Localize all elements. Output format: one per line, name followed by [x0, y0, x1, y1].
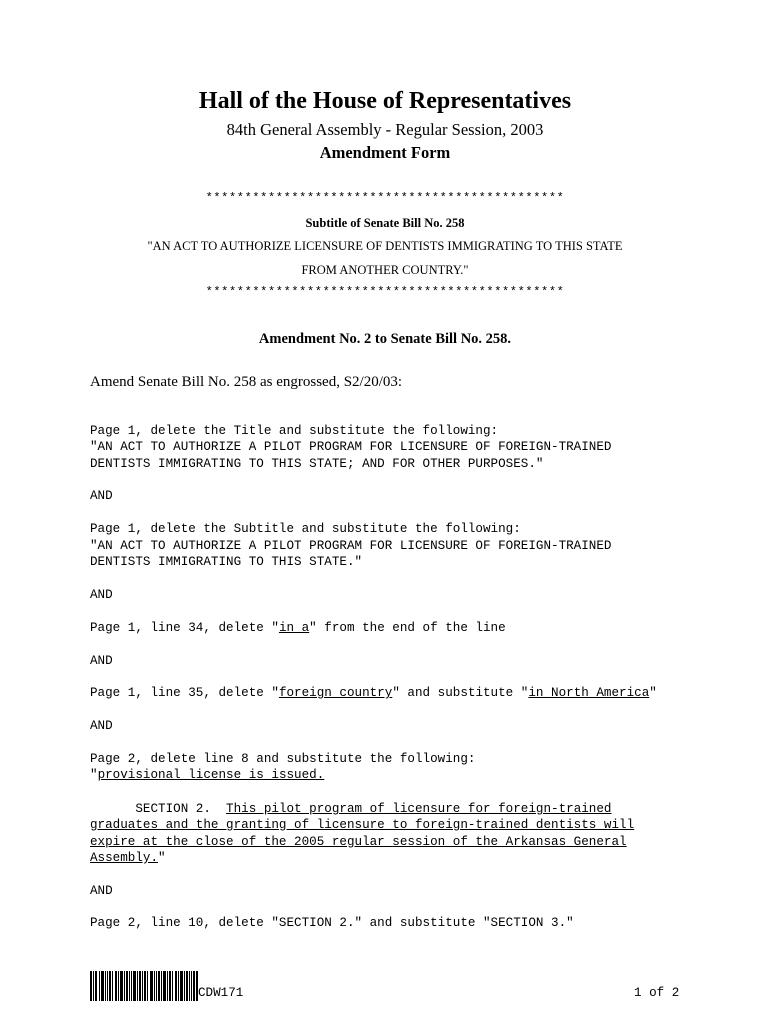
form-code: CDW171 — [198, 986, 244, 1000]
deleted-text-in-a: in a — [278, 621, 310, 635]
and-separator-3: AND — [90, 654, 113, 668]
barcode-image — [90, 971, 198, 1001]
document-title: Hall of the House of Representatives — [198, 88, 572, 114]
instruction-1-line-3: DENTISTS IMMIGRATING TO THIS STATE; AND FOR OTHER PURPOSES." — [90, 457, 544, 471]
subtitle-text-line-2: FROM ANOTHER COUNTRY." — [301, 263, 469, 277]
quote-mark: " — [90, 768, 98, 782]
deleted-text-foreign-country: foreign country — [278, 686, 393, 700]
instruction-2-line-3: DENTISTS IMMIGRATING TO THIS STATE." — [90, 555, 363, 569]
instruction-5-line-6 — [90, 851, 166, 865]
subtitle-label: Subtitle of Senate Bill No. 258 — [305, 216, 465, 230]
instruction-5-line-3 — [90, 802, 611, 816]
inserted-text-section-2-d: Assembly. — [90, 851, 159, 865]
amendment-intro: Amend Senate Bill No. 258 as engrossed, S2/20/03: — [90, 374, 403, 390]
form-type: Amendment Form — [319, 143, 451, 162]
and-separator-2: AND — [90, 588, 113, 602]
amendment-heading: Amendment No. 2 to Senate Bill No. 258. — [258, 331, 512, 347]
instruction-4-text-a: Page 1, line 35, delete " — [90, 686, 279, 700]
instruction-5-line-1: Page 2, delete line 8 and substitute the following: — [90, 752, 476, 766]
instruction-3-text-b: " from the end of the line — [309, 621, 506, 635]
asterisk-divider-top: ********************************************** — [205, 191, 565, 205]
instruction-2-line-2: "AN ACT TO AUTHORIZE A PILOT PROGRAM FOR LICENSURE OF FOREIGN-TRAINED — [90, 539, 612, 553]
inserted-text-section-2-b: graduates and the granting of licensure to foreign-trained dentists will — [90, 818, 635, 832]
inserted-text-section-2-a: This pilot program of licensure for foreign-trained — [226, 802, 612, 816]
subtitle-text-line-1: "AN ACT TO AUTHORIZE LICENSURE OF DENTISTS IMMIGRATING TO THIS STATE — [147, 239, 623, 253]
instruction-6: Page 2, line 10, delete "SECTION 2." and substitute "SECTION 3." — [90, 916, 574, 930]
and-separator-5: AND — [90, 884, 113, 898]
instruction-1-line-2: "AN ACT TO AUTHORIZE A PILOT PROGRAM FOR LICENSURE OF FOREIGN-TRAINED — [90, 440, 612, 454]
instruction-5-line-2 — [90, 768, 324, 782]
quote-mark-close: " — [158, 851, 166, 865]
instruction-4 — [90, 686, 657, 700]
instruction-1-line-1: Page 1, delete the Title and substitute the following: — [90, 424, 499, 438]
instruction-3-text-a: Page 1, line 34, delete " — [90, 621, 279, 635]
inserted-text-provisional-license: provisional license is issued. — [97, 768, 325, 782]
section-2-label: SECTION 2. — [90, 802, 227, 816]
instruction-4-text-c: " — [649, 686, 657, 700]
inserted-text-section-2-c: expire at the close of the 2005 regular session of the Arkansas General — [90, 835, 627, 849]
session-line: 84th General Assembly - Regular Session, 2003 — [226, 120, 544, 139]
instruction-3 — [90, 621, 506, 635]
instruction-4-text-b: " and substitute " — [392, 686, 529, 700]
and-separator-1: AND — [90, 489, 113, 503]
substituted-text-north-america: in North America — [528, 686, 650, 700]
page-number: 1 of 2 — [634, 986, 680, 1000]
and-separator-4: AND — [90, 719, 113, 733]
asterisk-divider-bottom: ********************************************** — [205, 285, 565, 299]
instruction-2-line-1: Page 1, delete the Subtitle and substitute the following: — [90, 522, 521, 536]
